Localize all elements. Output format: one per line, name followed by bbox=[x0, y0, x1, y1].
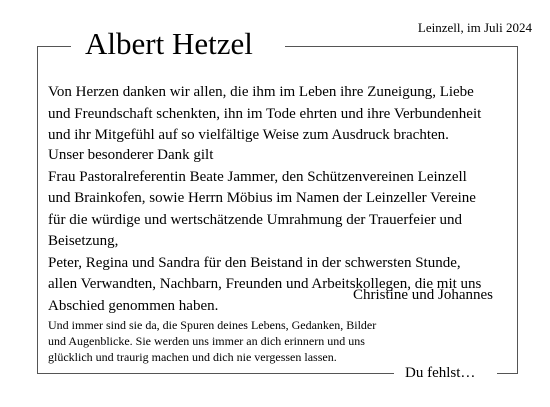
poem-line: glücklich und traurig machen und dich nie vergessen lassen. bbox=[48, 350, 337, 364]
thanks-line: Frau Pastoralreferentin Beate Jammer, den Schützenvereinen Leinzell bbox=[48, 168, 467, 185]
signature: Christine und Johannes bbox=[353, 287, 493, 303]
intro-paragraph bbox=[48, 82, 510, 147]
intro-line: und Freundschaft schenkten, ihn im Tode ehrten und ihre Verbundenheit bbox=[48, 105, 482, 122]
thanks-line: und Brainkofen, sowie Herrn Möbius im Namen der Leinzeller Vereine bbox=[48, 190, 476, 206]
poem-line: Und immer sind sie da, die Spuren deines Lebens, Gedanken, Bilder bbox=[48, 318, 377, 332]
intro-line: Von Herzen danken wir allen, die ihm im Leben ihre Zuneigung, Liebe bbox=[48, 84, 474, 100]
thanks-line: allen Verwandten, Nachbarn, Freunden und Arbeitskollegen, die mit uns bbox=[48, 276, 482, 292]
thanks-line: Unser besonderer Dank gilt bbox=[48, 147, 214, 163]
thanks-line: Peter, Regina und Sandra für den Beistand in der schwersten Stunde, bbox=[48, 254, 461, 271]
frame-left-border bbox=[37, 46, 38, 373]
poem-line: und Augenblicke. Sie werden uns immer an dich erinnern und uns bbox=[48, 334, 365, 348]
thanks-line: Beisetzung, bbox=[48, 233, 119, 249]
poem-paragraph bbox=[48, 317, 468, 365]
frame-top-right-border bbox=[285, 46, 518, 47]
thanks-line: Abschied genommen haben. bbox=[48, 297, 219, 314]
frame-right-border bbox=[517, 46, 518, 373]
frame-bottom-left-border bbox=[37, 373, 394, 374]
thanks-line: für die würdige und wertschätzende Umrahmung der Trauerfeier und bbox=[48, 211, 463, 228]
closing-phrase: Du fehlst… bbox=[405, 365, 476, 381]
deceased-name: Albert Hetzel bbox=[85, 26, 253, 61]
place-date: Leinzell, im Juli 2024 bbox=[417, 20, 532, 35]
frame-top-left-border bbox=[37, 46, 71, 47]
intro-line: und ihr Mitgefühl auf so vielfältige Weise zum Ausdruck brachten. bbox=[48, 127, 449, 143]
frame-bottom-right-border bbox=[497, 373, 518, 374]
